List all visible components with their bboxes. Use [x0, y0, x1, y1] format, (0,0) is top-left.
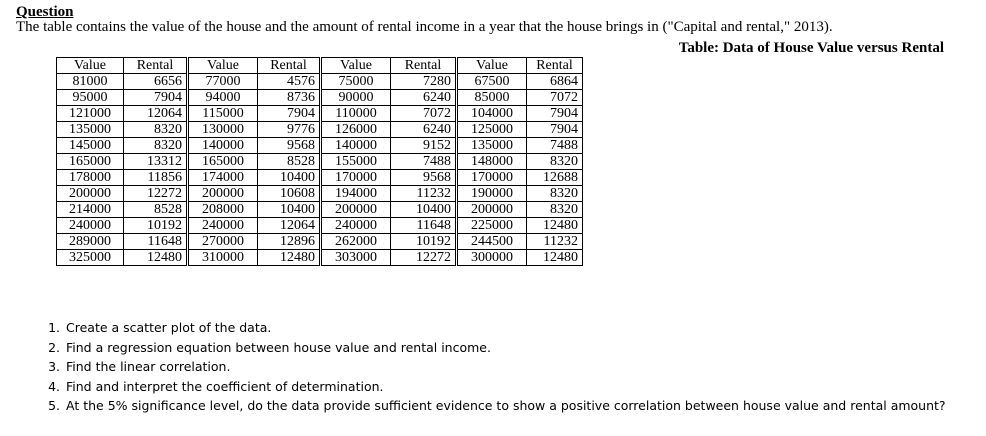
house-value-cell: 135000	[57, 122, 124, 138]
rental-cell: 12896	[258, 234, 321, 250]
column-header: Value	[188, 58, 258, 74]
question-list	[40, 318, 946, 416]
rental-cell: 6240	[391, 90, 457, 106]
house-value-cell: 200000	[57, 186, 124, 202]
house-value-cell: 77000	[188, 74, 258, 90]
rental-cell: 7280	[391, 74, 457, 90]
house-value-cell: 165000	[188, 154, 258, 170]
rental-cell: 12480	[527, 218, 583, 234]
rental-cell: 8736	[258, 90, 321, 106]
intro-text: The table contains the value of the house and the amount of rental income in a year that the house brings in ("Capital and rental," 2013).	[16, 19, 833, 35]
rental-cell: 9776	[258, 122, 321, 138]
column-header: Rental	[391, 58, 457, 74]
house-value-cell: 170000	[321, 170, 391, 186]
rental-cell: 10192	[124, 218, 188, 234]
house-value-cell: 208000	[188, 202, 258, 218]
table-row	[57, 218, 583, 234]
house-value-cell: 130000	[188, 122, 258, 138]
rental-cell: 7488	[391, 154, 457, 170]
question-item: 4. Find and interpret the coefficient of determination.	[64, 377, 946, 397]
rental-cell: 11648	[391, 218, 457, 234]
table-body	[57, 74, 583, 266]
table-row	[57, 234, 583, 250]
question-item: 5. At the 5% significance level, do the data provide sufficient evidence to show a positive correlation between house value and rental amount?	[64, 396, 946, 416]
rental-cell: 8320	[527, 154, 583, 170]
table-row	[57, 202, 583, 218]
rental-cell: 10608	[258, 186, 321, 202]
table-row	[57, 186, 583, 202]
rental-cell: 9568	[258, 138, 321, 154]
house-value-cell: 165000	[57, 154, 124, 170]
rental-cell: 9568	[391, 170, 457, 186]
house-value-cell: 240000	[188, 218, 258, 234]
rental-cell: 10400	[391, 202, 457, 218]
rental-cell: 11648	[124, 234, 188, 250]
table-row	[57, 122, 583, 138]
column-header: Value	[457, 58, 527, 74]
rental-cell: 12272	[124, 186, 188, 202]
question-item: 1. Create a scatter plot of the data.	[64, 318, 946, 338]
table-caption: Table: Data of House Value versus Rental	[678, 40, 944, 56]
house-value-cell: 190000	[457, 186, 527, 202]
house-value-cell: 140000	[321, 138, 391, 154]
house-value-cell: 194000	[321, 186, 391, 202]
rental-cell: 4576	[258, 74, 321, 90]
rental-cell: 8528	[258, 154, 321, 170]
rental-cell: 12688	[527, 170, 583, 186]
house-value-cell: 104000	[457, 106, 527, 122]
house-value-cell: 244500	[457, 234, 527, 250]
house-value-cell: 225000	[457, 218, 527, 234]
column-header: Rental	[527, 58, 583, 74]
house-value-cell: 240000	[321, 218, 391, 234]
house-value-cell: 110000	[321, 106, 391, 122]
table-header-row	[57, 58, 583, 74]
rental-cell: 7904	[527, 106, 583, 122]
column-header: Value	[57, 58, 124, 74]
house-value-cell: 200000	[321, 202, 391, 218]
house-value-cell: 200000	[457, 202, 527, 218]
house-value-cell: 126000	[321, 122, 391, 138]
rental-cell: 12480	[527, 250, 583, 266]
question-item: 2. Find a regression equation between house value and rental income.	[64, 338, 946, 358]
table-row	[57, 154, 583, 170]
house-value-cell: 90000	[321, 90, 391, 106]
table-row	[57, 74, 583, 90]
house-value-cell: 121000	[57, 106, 124, 122]
rental-cell: 13312	[124, 154, 188, 170]
rental-cell: 8320	[124, 122, 188, 138]
rental-cell: 12480	[124, 250, 188, 266]
house-value-cell: 115000	[188, 106, 258, 122]
rental-cell: 9152	[391, 138, 457, 154]
house-value-cell: 85000	[457, 90, 527, 106]
rental-cell: 12064	[258, 218, 321, 234]
rental-cell: 7488	[527, 138, 583, 154]
rental-cell: 7904	[527, 122, 583, 138]
rental-cell: 11232	[527, 234, 583, 250]
rental-cell: 8320	[527, 202, 583, 218]
column-header: Rental	[124, 58, 188, 74]
column-header: Value	[321, 58, 391, 74]
house-value-cell: 170000	[457, 170, 527, 186]
question-item: 3. Find the linear correlation.	[64, 357, 946, 377]
rental-cell: 8320	[527, 186, 583, 202]
rental-cell: 7072	[527, 90, 583, 106]
rental-cell: 12064	[124, 106, 188, 122]
rental-cell: 7072	[391, 106, 457, 122]
house-value-cell: 240000	[57, 218, 124, 234]
house-value-cell: 289000	[57, 234, 124, 250]
rental-cell: 10400	[258, 202, 321, 218]
house-value-cell: 200000	[188, 186, 258, 202]
rental-cell: 7904	[124, 90, 188, 106]
rental-cell: 12480	[258, 250, 321, 266]
rental-cell: 10192	[391, 234, 457, 250]
house-value-cell: 67500	[457, 74, 527, 90]
table-row	[57, 90, 583, 106]
house-value-cell: 148000	[457, 154, 527, 170]
house-value-cell: 262000	[321, 234, 391, 250]
house-value-cell: 300000	[457, 250, 527, 266]
column-header: Rental	[258, 58, 321, 74]
house-value-cell: 140000	[188, 138, 258, 154]
rental-cell: 12272	[391, 250, 457, 266]
rental-cell: 7904	[258, 106, 321, 122]
house-value-cell: 75000	[321, 74, 391, 90]
house-value-cell: 95000	[57, 90, 124, 106]
rental-cell: 10400	[258, 170, 321, 186]
house-value-cell: 174000	[188, 170, 258, 186]
rental-cell: 6240	[391, 122, 457, 138]
house-value-cell: 310000	[188, 250, 258, 266]
house-value-cell: 270000	[188, 234, 258, 250]
house-value-cell: 94000	[188, 90, 258, 106]
house-value-rental-table	[56, 57, 583, 266]
table-row	[57, 250, 583, 266]
table-row	[57, 106, 583, 122]
table-row	[57, 138, 583, 154]
house-value-cell: 125000	[457, 122, 527, 138]
house-value-cell: 214000	[57, 202, 124, 218]
house-value-cell: 135000	[457, 138, 527, 154]
question-heading: Question	[16, 4, 74, 20]
rental-cell: 8528	[124, 202, 188, 218]
rental-cell: 8320	[124, 138, 188, 154]
rental-cell: 11232	[391, 186, 457, 202]
house-value-cell: 325000	[57, 250, 124, 266]
rental-cell: 6864	[527, 74, 583, 90]
house-value-cell: 178000	[57, 170, 124, 186]
rental-cell: 6656	[124, 74, 188, 90]
house-value-cell: 81000	[57, 74, 124, 90]
rental-cell: 11856	[124, 170, 188, 186]
table-row	[57, 170, 583, 186]
house-value-cell: 155000	[321, 154, 391, 170]
house-value-cell: 303000	[321, 250, 391, 266]
house-value-cell: 145000	[57, 138, 124, 154]
